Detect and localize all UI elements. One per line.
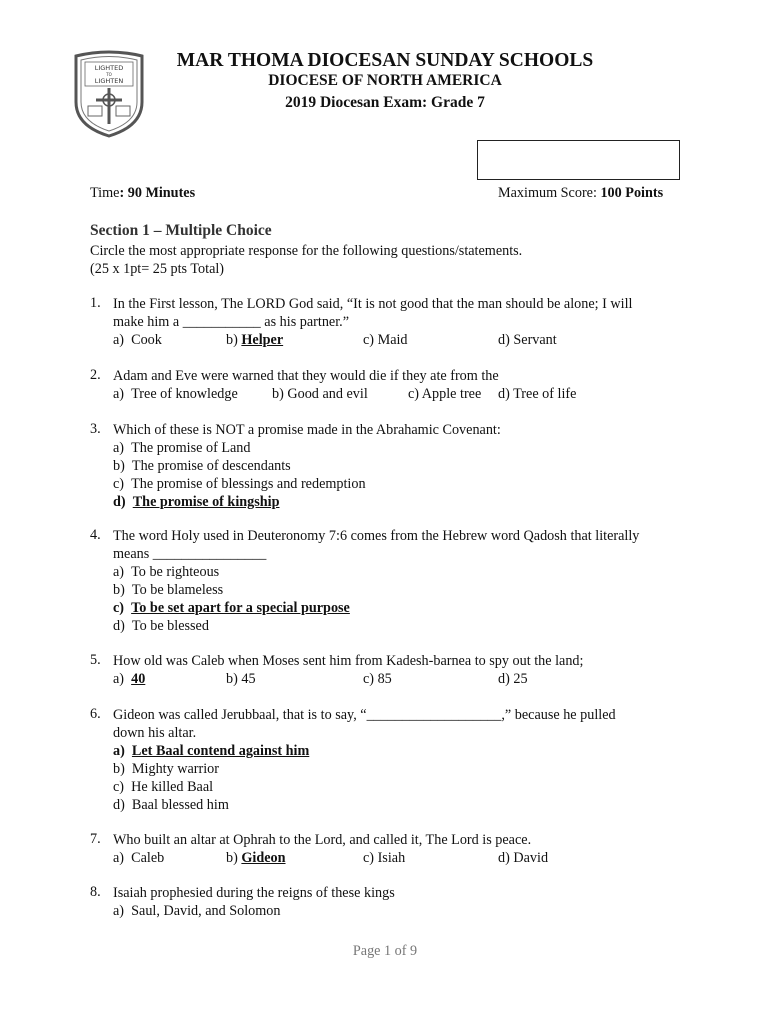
option-b-answer[interactable]: b) Gideon [226, 850, 286, 866]
question-3 [90, 421, 690, 510]
max-score-info [498, 184, 663, 202]
question-number: 2. [90, 367, 101, 383]
option-c-answer[interactable]: c) To be set apart for a special purpose [113, 600, 350, 616]
exam-title: 2019 Diocesan Exam: Grade 7 [285, 94, 485, 111]
option-a[interactable]: a) The promise of Land [113, 440, 251, 456]
question-text: How old was Caleb when Moses sent him from Kadesh-barnea to spy out the land; [113, 653, 584, 669]
question-2 [90, 367, 690, 402]
max-score-value: 100 Points [600, 185, 664, 201]
diocese-subtitle: DIOCESE OF NORTH AMERICA [268, 72, 502, 89]
max-score-label: Maximum Score: [498, 185, 601, 201]
question-text: down his altar. [113, 725, 197, 741]
option-c[interactable]: c) 85 [363, 671, 392, 687]
question-8 [90, 884, 690, 919]
section-title: Section 1 – Multiple Choice [90, 222, 272, 239]
option-b[interactable]: b) Good and evil [272, 386, 368, 402]
school-title: MAR THOMA DIOCESAN SUNDAY SCHOOLS [176, 50, 594, 71]
section-instruction: Circle the most appropriate response for the following questions/statements. [90, 243, 523, 259]
question-number: 3. [90, 421, 101, 437]
time-label: Time [90, 185, 120, 201]
question-text: Who built an altar at Ophrah to the Lord, and called it, The Lord is peace. [113, 832, 532, 848]
time-value: : 90 Minutes [119, 185, 196, 201]
question-5 [90, 652, 690, 687]
question-text: Which of these is NOT a promise made in the Abrahamic Covenant: [113, 422, 501, 438]
option-b-answer[interactable]: b) Helper [226, 332, 284, 348]
option-a[interactable]: a) Caleb [113, 850, 165, 866]
option-a[interactable]: a) Saul, David, and Solomon [113, 903, 281, 919]
option-c[interactable]: c) The promise of blessings and redemption [113, 476, 366, 492]
option-c[interactable]: c) He killed Baal [113, 779, 214, 795]
question-text: In the First lesson, The LORD God said, “It is not good that the man should be alone; I will [113, 296, 633, 312]
logo-text-line-2: TO [106, 72, 112, 77]
time-info [90, 184, 195, 202]
score-entry-box[interactable] [477, 140, 680, 180]
question-text: Isaiah prophesied during the reigns of these kings [113, 885, 395, 901]
option-d[interactable]: d) Servant [498, 332, 557, 348]
option-a-answer[interactable]: a) Let Baal contend against him [113, 743, 310, 759]
question-number: 1. [90, 295, 101, 311]
option-a[interactable]: a) To be righteous [113, 564, 220, 580]
question-number: 4. [90, 527, 101, 543]
question-number: 8. [90, 884, 101, 900]
question-text: Gideon was called Jerubbaal, that is to say, “___________________,” because he pulled [113, 707, 616, 723]
question-4 [90, 527, 690, 634]
option-b[interactable]: b) 45 [226, 671, 256, 687]
question-7 [90, 831, 690, 866]
option-d[interactable]: d) 25 [498, 671, 528, 687]
option-a-answer[interactable]: a) 40 [113, 671, 146, 687]
section-points: (25 x 1pt= 25 pts Total) [90, 261, 225, 277]
question-text: means ________________ [113, 546, 267, 562]
question-6 [90, 706, 690, 813]
question-1 [90, 295, 690, 348]
option-d[interactable]: d) Tree of life [498, 386, 577, 402]
question-number: 7. [90, 831, 101, 847]
question-text: make him a ___________ as his partner.” [113, 314, 350, 330]
option-d[interactable]: d) To be blessed [113, 618, 209, 634]
option-b[interactable]: b) To be blameless [113, 582, 224, 598]
option-d[interactable]: d) David [498, 850, 549, 866]
page-number: Page 1 of 9 [352, 943, 418, 959]
question-number: 6. [90, 706, 101, 722]
option-a[interactable]: a) Cook [113, 332, 162, 348]
option-c[interactable]: c) Apple tree [408, 386, 482, 402]
logo-text-line-1: LIGHTED [94, 64, 124, 72]
question-number: 5. [90, 652, 101, 668]
logo-text-line-3: LIGHTEN [94, 77, 124, 85]
option-d[interactable]: d) Baal blessed him [113, 797, 229, 813]
option-c[interactable]: c) Isiah [363, 850, 406, 866]
option-c[interactable]: c) Maid [363, 332, 408, 348]
option-b[interactable]: b) The promise of descendants [113, 458, 291, 474]
question-text: Adam and Eve were warned that they would die if they ate from the [113, 368, 499, 384]
question-text: The word Holy used in Deuteronomy 7:6 comes from the Hebrew word Qadosh that literally [113, 528, 640, 544]
option-b[interactable]: b) Mighty warrior [113, 761, 220, 777]
option-a[interactable]: a) Tree of knowledge [113, 386, 238, 402]
option-d-answer[interactable]: d) The promise of kingship [113, 494, 280, 510]
